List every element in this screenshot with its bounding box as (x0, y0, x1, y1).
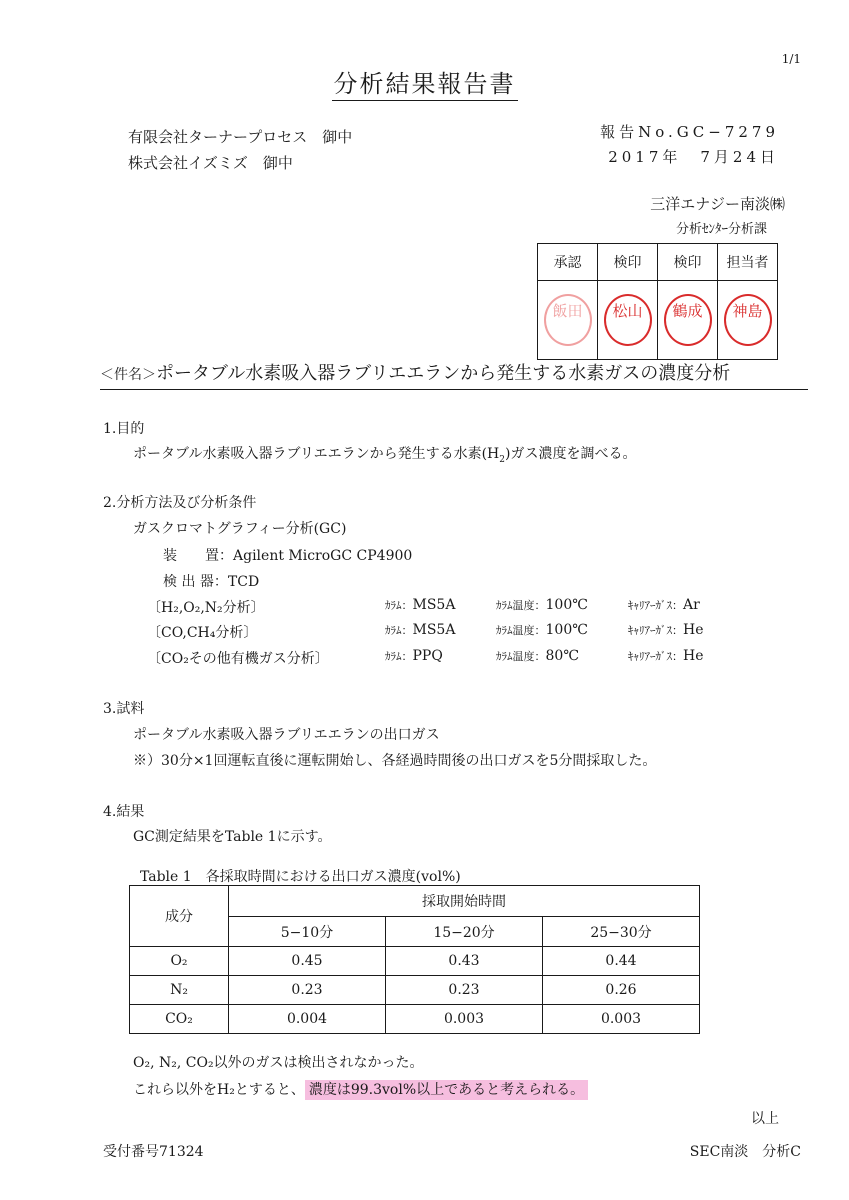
report-number: 報告No.GC−7279 (600, 123, 779, 141)
section1-heading: 1.目的 (103, 421, 145, 437)
end-mark: 以上 (751, 1111, 779, 1127)
section3-heading: 3.試料 (103, 701, 145, 717)
condition-label: 〔H₂,O₂,N₂分析〕 (147, 600, 265, 616)
condition-carrier: ｷｬﾘｱｰｶﾞｽ：He (628, 622, 704, 638)
column-header: 5−10分 (229, 917, 386, 947)
receipt-number: 受付番号71324 (103, 1144, 204, 1160)
table-cell: 0.23 (229, 976, 386, 1005)
seal-check-2: 鶴成 (664, 294, 712, 346)
conclusion-1: O₂, N₂, CO₂以外のガスは検出されなかった。 (133, 1055, 424, 1071)
report-date: 2017年 7月24日 (608, 148, 779, 166)
condition-temp: ｶﾗﾑ温度：100℃ (496, 597, 588, 613)
table-row (130, 1005, 700, 1034)
seal-check-1: 松山 (604, 294, 652, 346)
recipient-2: 株式会社イズミズ 御中 (128, 154, 293, 172)
recipient-1: 有限会社ターナープロセス 御中 (128, 128, 353, 146)
table-caption: Table 1 各採取時間における出口ガス濃度(vol%) (140, 869, 461, 885)
issuer-company: 三洋エナジー南淡㈱ (650, 195, 785, 213)
results-intro: GC測定結果をTable 1に示す。 (133, 829, 332, 845)
gc-method: ガスクロマトグラフィー分析(GC) (133, 521, 347, 537)
table-cell: 0.003 (386, 1005, 543, 1034)
stamp-header-check-1: 検印 (598, 244, 658, 281)
component-header: 成分 (130, 886, 229, 947)
row-label: O₂ (130, 947, 229, 976)
approval-stamp-box (537, 243, 778, 360)
footer-dept: SEC南淡 分析C (689, 1144, 801, 1160)
condition-column: ｶﾗﾑ：MS5A (385, 622, 456, 638)
sample-description: ポータブル水素吸入器ラブリエエランの出口ガス (133, 727, 440, 743)
device-line: 装 置：Agilent MicroGC CP4900 (163, 548, 413, 564)
table-cell: 0.43 (386, 947, 543, 976)
table-cell: 0.003 (543, 1005, 700, 1034)
subject-line (100, 359, 808, 390)
table-cell: 0.23 (386, 976, 543, 1005)
detector-line: 検 出 器：TCD (163, 574, 260, 590)
row-label: CO₂ (130, 1005, 229, 1034)
table-row (130, 976, 700, 1005)
results-table (129, 885, 700, 1034)
condition-temp: ｶﾗﾑ温度：80℃ (496, 648, 579, 664)
subject-tag: ＜件名＞ (100, 367, 156, 383)
condition-label: 〔CO₂その他有機ガス分析〕 (147, 651, 329, 667)
condition-column: ｶﾗﾑ：PPQ (385, 648, 443, 664)
stamp-header-check-2: 検印 (658, 244, 718, 281)
stamp-header-approval: 承認 (538, 244, 598, 281)
condition-carrier: ｷｬﾘｱｰｶﾞｽ：He (628, 648, 704, 664)
table-cell: 0.26 (543, 976, 700, 1005)
page-number: 1/1 (781, 52, 801, 66)
sampling-time-header: 採取開始時間 (229, 886, 700, 917)
row-label: N₂ (130, 976, 229, 1005)
section1-text: ポータブル水素吸入器ラブリエエランから発生する水素$(H_2)$ガス濃度を調べる。 (133, 446, 637, 465)
sample-note: ※）30分×1回運転直後に運転開始し、各経過時間後の出口ガスを5分間採取した。 (133, 753, 657, 769)
section4-heading: 4.結果 (103, 804, 145, 820)
document-title: 分析結果報告書 (0, 64, 849, 99)
subject-text: ポータブル水素吸入器ラブリエエランから発生する水素ガスの濃度分析 (156, 363, 731, 384)
section2-heading: 2.分析方法及び分析条件 (103, 495, 257, 511)
conclusion-2: これら以外をH₂とすると、 濃度は99.3vol%以上であると考えられる。 (133, 1079, 588, 1099)
table-cell: 0.004 (229, 1005, 386, 1034)
condition-carrier: ｷｬﾘｱｰｶﾞｽ：Ar (628, 597, 700, 613)
seal-person-in-charge: 神島 (724, 294, 772, 346)
table-cell: 0.45 (229, 947, 386, 976)
condition-temp: ｶﾗﾑ温度：100℃ (496, 622, 588, 638)
column-header: 25−30分 (543, 917, 700, 947)
column-header: 15−20分 (386, 917, 543, 947)
condition-column: ｶﾗﾑ：MS5A (385, 597, 456, 613)
table-cell: 0.44 (543, 947, 700, 976)
stamp-header-person-in-charge: 担当者 (718, 244, 778, 281)
highlighted-conclusion: 濃度は99.3vol%以上であると考えられる。 (305, 1080, 588, 1100)
table-row (130, 947, 700, 976)
seal-approval: 飯田 (544, 294, 592, 346)
condition-label: 〔CO,CH₄分析〕 (147, 625, 258, 641)
issuer-department: 分析ｾﾝﾀｰ分析課 (675, 222, 767, 237)
